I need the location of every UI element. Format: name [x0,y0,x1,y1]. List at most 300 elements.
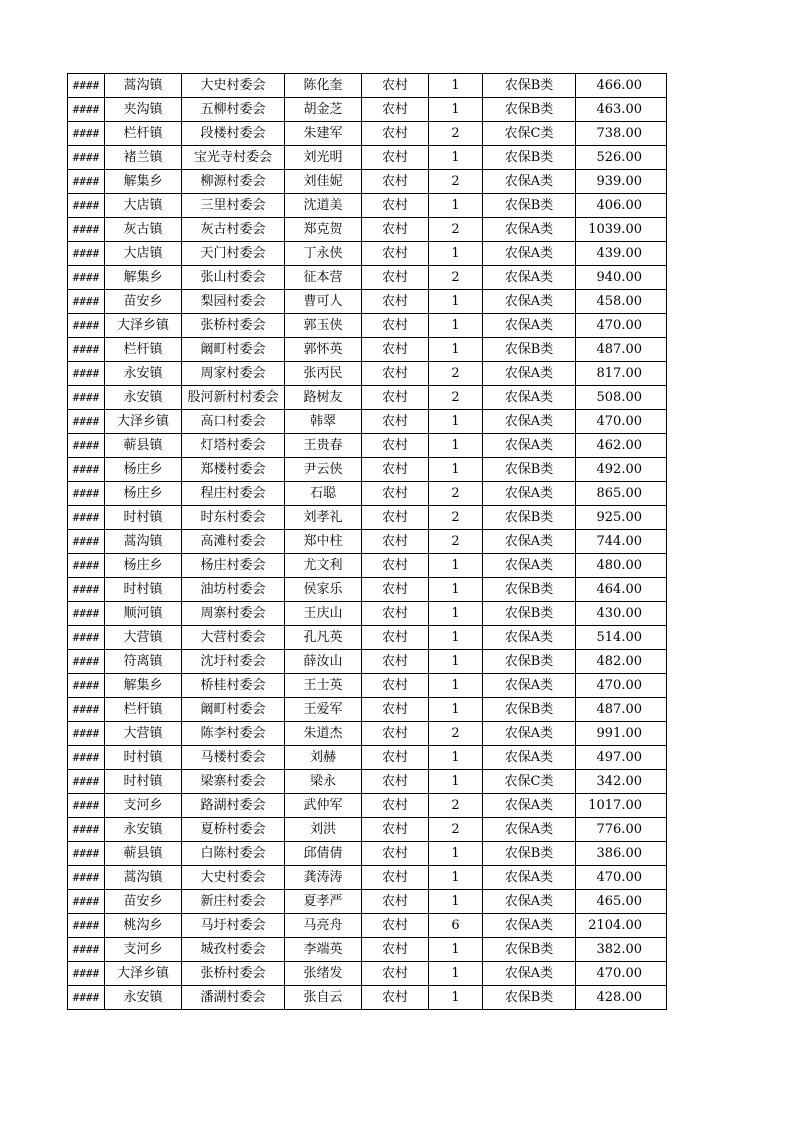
count-cell: 1 [429,986,483,1010]
name-cell: 张绪发 [285,962,362,986]
table-row [68,794,667,818]
town-cell: 解集乡 [105,266,182,290]
village-cell: 灰古村委会 [182,218,285,242]
name-cell: 梁永 [285,770,362,794]
count-cell: 1 [429,602,483,626]
count-cell: 1 [429,338,483,362]
amount-cell: 465.00 [576,890,667,914]
area-cell: 农村 [362,866,429,890]
category-cell: 农保B类 [483,98,576,122]
count-cell: 2 [429,218,483,242]
amount-cell: 865.00 [576,482,667,506]
town-cell: 时村镇 [105,746,182,770]
amount-cell: 470.00 [576,962,667,986]
row-id-cell: #### [68,554,105,578]
amount-cell: 458.00 [576,290,667,314]
village-cell: 大史村委会 [182,866,285,890]
count-cell: 1 [429,866,483,890]
category-cell: 农保A类 [483,530,576,554]
table-row [68,938,667,962]
row-id-cell: #### [68,842,105,866]
row-id-cell: #### [68,698,105,722]
table-row [68,890,667,914]
area-cell: 农村 [362,938,429,962]
area-cell: 农村 [362,962,429,986]
area-cell: 农村 [362,578,429,602]
amount-cell: 514.00 [576,626,667,650]
table-row [68,770,667,794]
town-cell: 大泽乡镇 [105,962,182,986]
name-cell: 夏孝严 [285,890,362,914]
area-cell: 农村 [362,362,429,386]
area-cell: 农村 [362,650,429,674]
count-cell: 2 [429,362,483,386]
category-cell: 农保C类 [483,122,576,146]
name-cell: 征本营 [285,266,362,290]
row-id-cell: #### [68,242,105,266]
row-id-cell: #### [68,626,105,650]
village-cell: 股河新村村委会 [182,386,285,410]
table-row [68,866,667,890]
category-cell: 农保A类 [483,290,576,314]
village-cell: 五柳村委会 [182,98,285,122]
town-cell: 大店镇 [105,194,182,218]
table-row [68,98,667,122]
amount-cell: 487.00 [576,338,667,362]
area-cell: 农村 [362,242,429,266]
village-cell: 潘湖村委会 [182,986,285,1010]
category-cell: 农保A类 [483,554,576,578]
count-cell: 1 [429,938,483,962]
row-id-cell: #### [68,818,105,842]
row-id-cell: #### [68,962,105,986]
town-cell: 时村镇 [105,506,182,530]
name-cell: 孔凡英 [285,626,362,650]
village-cell: 张桥村委会 [182,962,285,986]
category-cell: 农保A类 [483,794,576,818]
amount-cell: 487.00 [576,698,667,722]
table-row [68,506,667,530]
amount-cell: 497.00 [576,746,667,770]
row-id-cell: #### [68,194,105,218]
count-cell: 2 [429,266,483,290]
village-cell: 杨庄村委会 [182,554,285,578]
area-cell: 农村 [362,770,429,794]
name-cell: 胡金芝 [285,98,362,122]
category-cell: 农保A类 [483,218,576,242]
count-cell: 2 [429,818,483,842]
area-cell: 农村 [362,722,429,746]
name-cell: 郑中柱 [285,530,362,554]
table-row [68,458,667,482]
table-row [68,650,667,674]
count-cell: 1 [429,890,483,914]
table-row [68,434,667,458]
count-cell: 1 [429,434,483,458]
category-cell: 农保A类 [483,674,576,698]
amount-cell: 462.00 [576,434,667,458]
village-cell: 柳源村委会 [182,170,285,194]
area-cell: 农村 [362,338,429,362]
name-cell: 王庆山 [285,602,362,626]
name-cell: 郭怀英 [285,338,362,362]
area-cell: 农村 [362,170,429,194]
row-id-cell: #### [68,938,105,962]
count-cell: 2 [429,506,483,530]
amount-cell: 470.00 [576,314,667,338]
village-cell: 三里村委会 [182,194,285,218]
village-cell: 马楼村委会 [182,746,285,770]
category-cell: 农保A类 [483,242,576,266]
table-row [68,554,667,578]
area-cell: 农村 [362,98,429,122]
village-cell: 马圩村委会 [182,914,285,938]
category-cell: 农保A类 [483,866,576,890]
amount-cell: 406.00 [576,194,667,218]
village-cell: 周家村委会 [182,362,285,386]
row-id-cell: #### [68,794,105,818]
amount-cell: 817.00 [576,362,667,386]
amount-cell: 430.00 [576,602,667,626]
town-cell: 蕲县镇 [105,434,182,458]
table-row [68,386,667,410]
name-cell: 沈道美 [285,194,362,218]
village-cell: 郑楼村委会 [182,458,285,482]
count-cell: 1 [429,410,483,434]
name-cell: 朱道杰 [285,722,362,746]
amount-cell: 386.00 [576,842,667,866]
table-row [68,602,667,626]
village-cell: 周寨村委会 [182,602,285,626]
amount-cell: 940.00 [576,266,667,290]
table-row [68,362,667,386]
village-cell: 陈李村委会 [182,722,285,746]
village-cell: 时东村委会 [182,506,285,530]
count-cell: 2 [429,170,483,194]
row-id-cell: #### [68,314,105,338]
name-cell: 刘光明 [285,146,362,170]
amount-cell: 776.00 [576,818,667,842]
category-cell: 农保B类 [483,938,576,962]
page [67,73,666,1010]
row-id-cell: #### [68,410,105,434]
category-cell: 农保A类 [483,962,576,986]
town-cell: 蕲县镇 [105,842,182,866]
area-cell: 农村 [362,794,429,818]
name-cell: 韩翠 [285,410,362,434]
table-row [68,194,667,218]
count-cell: 2 [429,722,483,746]
area-cell: 农村 [362,386,429,410]
town-cell: 大泽乡镇 [105,314,182,338]
amount-cell: 470.00 [576,866,667,890]
town-cell: 大店镇 [105,242,182,266]
table-row [68,74,667,98]
table-row [68,338,667,362]
area-cell: 农村 [362,218,429,242]
name-cell: 郑克贺 [285,218,362,242]
count-cell: 1 [429,698,483,722]
table-row [68,170,667,194]
village-cell: 油坊村委会 [182,578,285,602]
row-id-cell: #### [68,866,105,890]
village-cell: 新庄村委会 [182,890,285,914]
area-cell: 农村 [362,602,429,626]
table-body [68,74,667,1010]
amount-cell: 508.00 [576,386,667,410]
category-cell: 农保B类 [483,194,576,218]
row-id-cell: #### [68,530,105,554]
count-cell: 1 [429,650,483,674]
row-id-cell: #### [68,986,105,1010]
village-cell: 沈圩村委会 [182,650,285,674]
category-cell: 农保B类 [483,74,576,98]
amount-cell: 466.00 [576,74,667,98]
category-cell: 农保B类 [483,650,576,674]
row-id-cell: #### [68,650,105,674]
name-cell: 张自云 [285,986,362,1010]
town-cell: 杨庄乡 [105,458,182,482]
town-cell: 大营镇 [105,626,182,650]
town-cell: 永安镇 [105,818,182,842]
name-cell: 石聪 [285,482,362,506]
village-cell: 路湖村委会 [182,794,285,818]
town-cell: 永安镇 [105,386,182,410]
town-cell: 蒿沟镇 [105,866,182,890]
amount-cell: 492.00 [576,458,667,482]
row-id-cell: #### [68,338,105,362]
town-cell: 永安镇 [105,362,182,386]
amount-cell: 439.00 [576,242,667,266]
town-cell: 栏杆镇 [105,698,182,722]
category-cell: 农保A类 [483,170,576,194]
row-id-cell: #### [68,146,105,170]
category-cell: 农保B类 [483,842,576,866]
town-cell: 顺河镇 [105,602,182,626]
table-row [68,218,667,242]
name-cell: 尤文利 [285,554,362,578]
count-cell: 2 [429,794,483,818]
town-cell: 解集乡 [105,170,182,194]
area-cell: 农村 [362,146,429,170]
town-cell: 支河乡 [105,794,182,818]
category-cell: 农保A类 [483,386,576,410]
area-cell: 农村 [362,914,429,938]
name-cell: 丁永侠 [285,242,362,266]
category-cell: 农保B类 [483,146,576,170]
amount-cell: 939.00 [576,170,667,194]
town-cell: 灰古镇 [105,218,182,242]
town-cell: 杨庄乡 [105,482,182,506]
amount-cell: 480.00 [576,554,667,578]
area-cell: 农村 [362,674,429,698]
name-cell: 王爱军 [285,698,362,722]
area-cell: 农村 [362,194,429,218]
name-cell: 刘佳妮 [285,170,362,194]
count-cell: 1 [429,746,483,770]
name-cell: 侯家乐 [285,578,362,602]
category-cell: 农保B类 [483,986,576,1010]
village-cell: 灯塔村委会 [182,434,285,458]
table-row [68,122,667,146]
category-cell: 农保B类 [483,698,576,722]
village-cell: 阚町村委会 [182,338,285,362]
count-cell: 1 [429,626,483,650]
village-cell: 天门村委会 [182,242,285,266]
name-cell: 刘孝礼 [285,506,362,530]
town-cell: 大营镇 [105,722,182,746]
village-cell: 夏桥村委会 [182,818,285,842]
row-id-cell: #### [68,122,105,146]
area-cell: 农村 [362,698,429,722]
village-cell: 张山村委会 [182,266,285,290]
table-row [68,482,667,506]
row-id-cell: #### [68,266,105,290]
name-cell: 张丙民 [285,362,362,386]
count-cell: 1 [429,290,483,314]
count-cell: 2 [429,122,483,146]
row-id-cell: #### [68,674,105,698]
village-cell: 白陈村委会 [182,842,285,866]
count-cell: 2 [429,482,483,506]
amount-cell: 463.00 [576,98,667,122]
town-cell: 大泽乡镇 [105,410,182,434]
row-id-cell: #### [68,290,105,314]
village-cell: 阚町村委会 [182,698,285,722]
table-row [68,146,667,170]
area-cell: 农村 [362,746,429,770]
area-cell: 农村 [362,122,429,146]
category-cell: 农保A类 [483,482,576,506]
category-cell: 农保B类 [483,458,576,482]
name-cell: 邱倩倩 [285,842,362,866]
table-row [68,842,667,866]
amount-cell: 1039.00 [576,218,667,242]
count-cell: 2 [429,386,483,410]
area-cell: 农村 [362,530,429,554]
town-cell: 支河乡 [105,938,182,962]
row-id-cell: #### [68,458,105,482]
table-row [68,530,667,554]
village-cell: 宝光寺村委会 [182,146,285,170]
count-cell: 2 [429,530,483,554]
count-cell: 1 [429,146,483,170]
town-cell: 栏杆镇 [105,338,182,362]
amount-cell: 482.00 [576,650,667,674]
town-cell: 永安镇 [105,986,182,1010]
area-cell: 农村 [362,626,429,650]
count-cell: 1 [429,674,483,698]
category-cell: 农保B类 [483,506,576,530]
count-cell: 1 [429,194,483,218]
area-cell: 农村 [362,506,429,530]
town-cell: 栏杆镇 [105,122,182,146]
amount-cell: 744.00 [576,530,667,554]
town-cell: 蒿沟镇 [105,74,182,98]
category-cell: 农保A类 [483,410,576,434]
name-cell: 尹云侠 [285,458,362,482]
amount-cell: 738.00 [576,122,667,146]
table-row [68,290,667,314]
table-row [68,722,667,746]
row-id-cell: #### [68,890,105,914]
village-cell: 梁寨村委会 [182,770,285,794]
name-cell: 路树友 [285,386,362,410]
area-cell: 农村 [362,458,429,482]
village-cell: 程庄村委会 [182,482,285,506]
count-cell: 1 [429,314,483,338]
row-id-cell: #### [68,914,105,938]
amount-cell: 464.00 [576,578,667,602]
area-cell: 农村 [362,986,429,1010]
name-cell: 武仲军 [285,794,362,818]
amount-cell: 470.00 [576,674,667,698]
table-row [68,314,667,338]
category-cell: 农保B类 [483,602,576,626]
category-cell: 农保A类 [483,818,576,842]
row-id-cell: #### [68,98,105,122]
village-cell: 高口村委会 [182,410,285,434]
area-cell: 农村 [362,290,429,314]
count-cell: 1 [429,74,483,98]
category-cell: 农保A类 [483,362,576,386]
area-cell: 农村 [362,818,429,842]
town-cell: 时村镇 [105,578,182,602]
town-cell: 解集乡 [105,674,182,698]
amount-cell: 2104.00 [576,914,667,938]
category-cell: 农保A类 [483,722,576,746]
table-row [68,242,667,266]
amount-cell: 470.00 [576,410,667,434]
village-cell: 梨园村委会 [182,290,285,314]
town-cell: 符离镇 [105,650,182,674]
town-cell: 苗安乡 [105,290,182,314]
name-cell: 王士英 [285,674,362,698]
area-cell: 农村 [362,554,429,578]
count-cell: 1 [429,578,483,602]
row-id-cell: #### [68,578,105,602]
name-cell: 刘洪 [285,818,362,842]
table-row [68,626,667,650]
count-cell: 1 [429,458,483,482]
area-cell: 农村 [362,74,429,98]
amount-cell: 382.00 [576,938,667,962]
table-row [68,674,667,698]
area-cell: 农村 [362,842,429,866]
row-id-cell: #### [68,434,105,458]
name-cell: 曹可人 [285,290,362,314]
row-id-cell: #### [68,506,105,530]
category-cell: 农保A类 [483,746,576,770]
town-cell: 桃沟乡 [105,914,182,938]
row-id-cell: #### [68,482,105,506]
category-cell: 农保C类 [483,770,576,794]
name-cell: 陈化奎 [285,74,362,98]
category-cell: 农保A类 [483,914,576,938]
row-id-cell: #### [68,386,105,410]
count-cell: 6 [429,914,483,938]
town-cell: 杨庄乡 [105,554,182,578]
area-cell: 农村 [362,434,429,458]
town-cell: 苗安乡 [105,890,182,914]
name-cell: 王贵春 [285,434,362,458]
name-cell: 龚涛涛 [285,866,362,890]
count-cell: 1 [429,98,483,122]
village-cell: 高滩村委会 [182,530,285,554]
table-row [68,410,667,434]
table-row [68,746,667,770]
name-cell: 朱建军 [285,122,362,146]
